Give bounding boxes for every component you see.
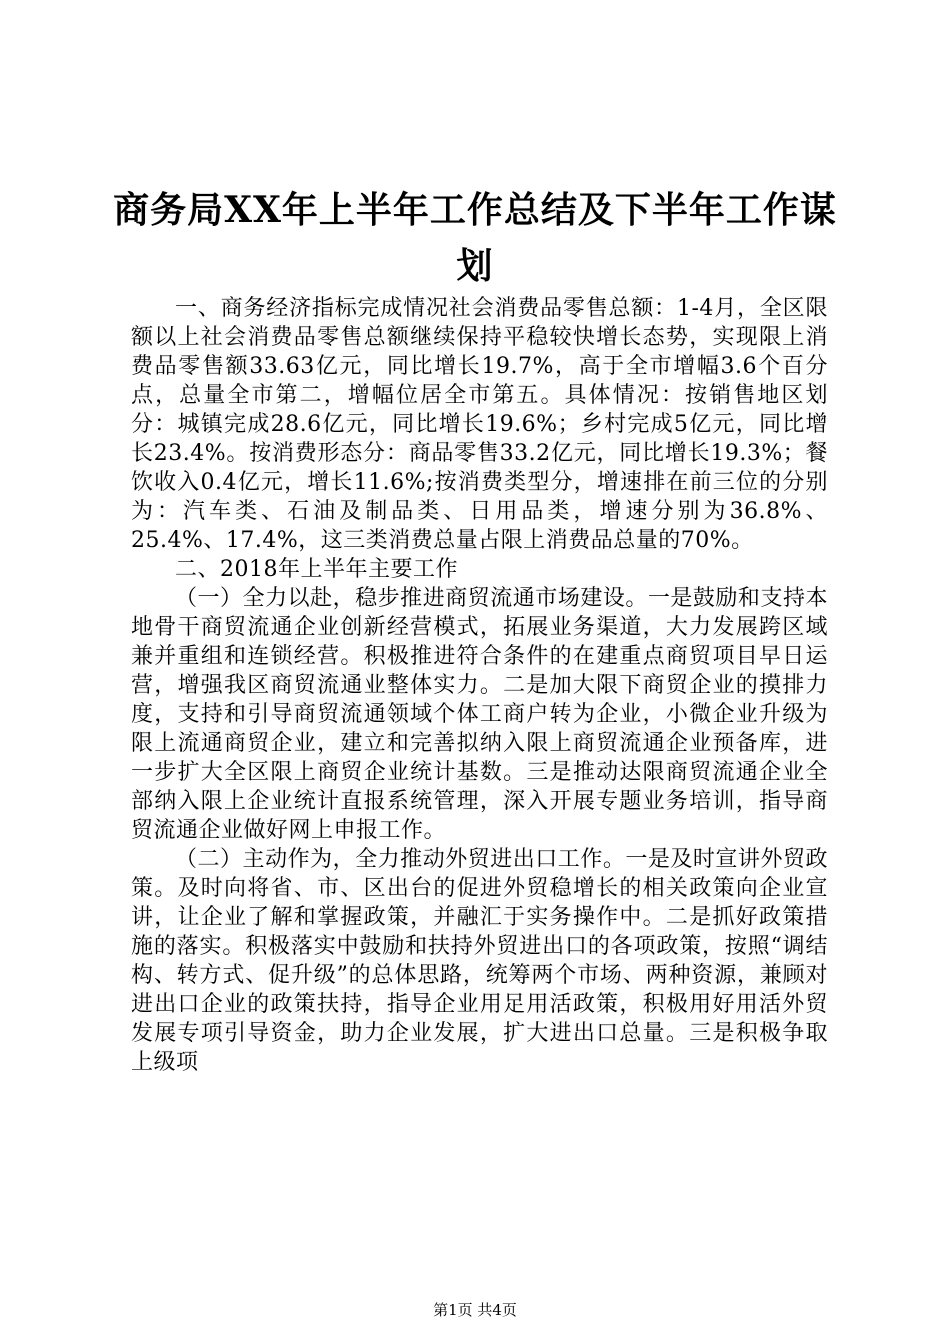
paragraph-commerce-market: （一）全力以赴，稳步推进商贸流通市场建设。一是鼓励和支持本地骨干商贸流通企业创新经营模式，拓展业务渠道，大力发展跨区域兼并重组和连锁经营。积极推进符合条件的在建重点商贸项目早日运营，增强我区商贸流通业整体实力。二是加大限下商贸企业的摸排力度，支持和引导商贸流通领域个体工商户转为企业，小微企业升级为限上流通商贸企业，建立和完善拟纳入限上商贸流通企业预备库，进一步扩大全区限上商贸企业统计基数。三是推动达限商贸流通企业全部纳入限上企业统计直报系统管理，深入开展专题业务培训，指导商贸流通企业做好网上申报工作。 — [131, 586, 828, 843]
section-heading-main-work: 二、2018年上半年主要工作 — [175, 557, 458, 582]
document-title: 商务局XX年上半年工作总结及下半年工作谋划 — [113, 189, 837, 287]
page-number-footer: 第1页 共4页 — [433, 1301, 517, 1319]
paragraph-foreign-trade: （二）主动作为，全力推动外贸进出口工作。一是及时宣讲外贸政策。及时向将省、市、区出台的促进外贸稳增长的相关政策向企业宣讲，让企业了解和掌握政策，并融汇于实务操作中。二是抓好政策措施的落实。积极落实中鼓励和扶持外贸进出口的各项政策，按照“调结构、转方式、促升级”的总体思路，统筹两个市场、两种资源，兼顾对进出口企业的政策扶持，指导企业用足用活政策，积极用好用活外贸发展专项引导资金，助力企业发展，扩大进出口总量。三是积极争取上级项 — [131, 847, 828, 1075]
document-body — [131, 294, 828, 1077]
paragraph-indicators: 一、商务经济指标完成情况社会消费品零售总额：1-4月，全区限额以上社会消费品零售总额继续保持平稳较快增长态势，实现限上消费品零售额33.63亿元，同比增长19.7%，高于全市增幅3.6个百分点，总量全市第二，增幅位居全市第五。具体情况：按销售地区划分：城镇完成28.6亿元，同比增长19.6%；乡村完成5亿元，同比增长23.4%。按消费形态分：商品零售33.2亿元，同比增长19.3%；餐饮收入0.4亿元，增长11.6%;按消费类型分，增速排在前三位的分别为：汽车类、石油及制品类、日用品类，增速分别为36.8%、25.4%、17.4%，这三类消费总量占限上消费品总量的70%。 — [131, 296, 828, 553]
